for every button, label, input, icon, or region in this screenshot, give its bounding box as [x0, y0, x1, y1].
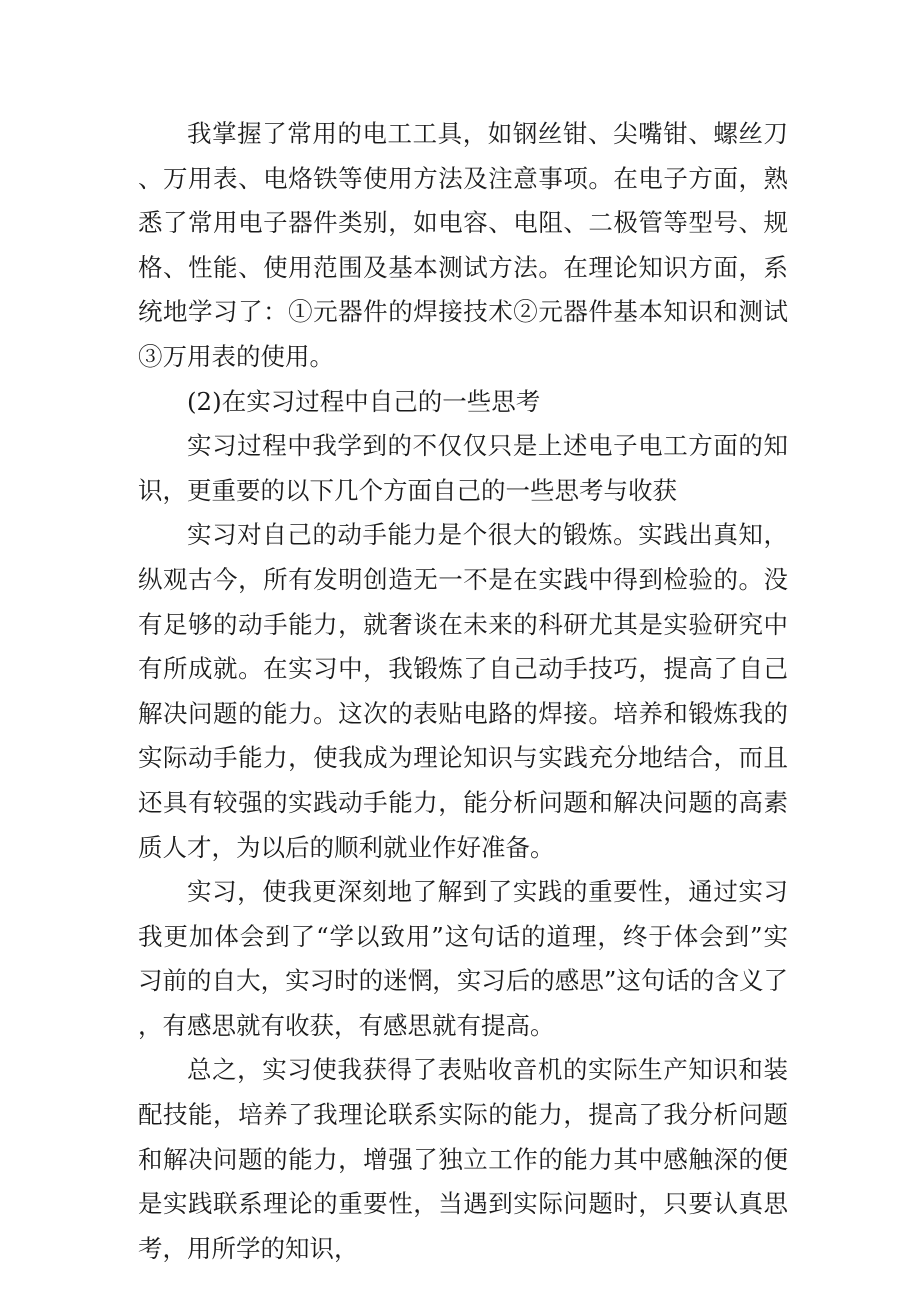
paragraph-summary: 总之，实习使我获得了表贴收音机的实际生产知识和装配技能，培养了我理论联系实际的能力，提高了我分析问题和解决问题的能力，增强了独立工作的能力其中感触深的便是实践联系理论的重要性，当遇到实际问题时，只要认真思考，用所学的知识，	[138, 1055, 788, 1263]
section-heading-reflections: (2)在实习过程中自己的一些思考	[187, 386, 541, 416]
paragraph-tools-knowledge: 我掌握了常用的电工工具，如钢丝钳、尖嘴钳、螺丝刀、万用表、电烙铁等使用方法及注意事项。在电子方面，熟悉了常用电子器件类别，如电容、电阻、二极管等型号、规格、性能、使用范围及基本测试方法。在理论知识方面，系统地学习了：①元器件的焊接技术②元器件基本知识和测试③万用表的使用。	[138, 119, 788, 371]
paragraph-practice-importance: 实习，使我更深刻地了解到了实践的重要性，通过实习我更加体会到了“学以致用”这句话的道理，终于体会到”实习前的自大，实习时的迷惘，实习后的感思”这句话的含义了，有感思就有收获，有感思就有提高。	[138, 877, 788, 1040]
document-body	[138, 112, 788, 1271]
paragraph-hands-on-ability: 实习对自己的动手能力是个很大的锻炼。实践出真知，纵观古今，所有发明创造无一不是在实践中得到检验的。没有足够的动手能力，就奢谈在未来的科研尤其是实验研究中有所成就。在实习中，我锻炼了自己动手技巧，提高了自己解决问题的能力。这次的表贴电路的焊接。培养和锻炼我的实际动手能力，使我成为理论知识与实践充分地结合，而且还具有较强的实践动手能力，能分析问题和解决问题的高素质人才，为以后的顺利就业作好准备。	[138, 520, 788, 862]
paragraph-learning-intro: 实习过程中我学到的不仅仅只是上述电子电工方面的知识，更重要的以下几个方面自己的一些思考与收获	[138, 431, 788, 505]
